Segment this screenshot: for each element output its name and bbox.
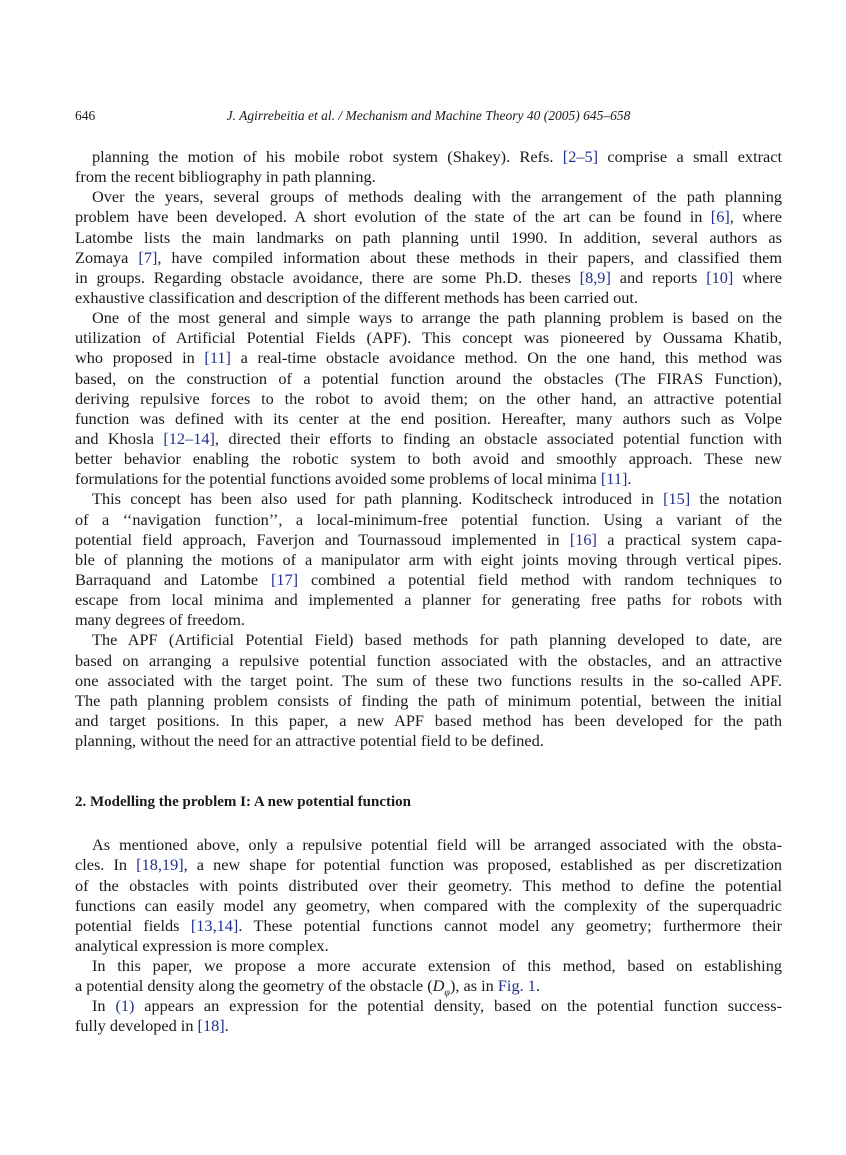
- math-subscript: φ: [444, 987, 450, 999]
- text-line: a potential density along the geometry of the obstacle $(D_\varphi)$, as in Fig. 1.: [75, 976, 540, 999]
- citation-link[interactable]: [8,9]: [579, 267, 611, 287]
- section-heading: 2. Modelling the problem I: A new potential function: [75, 794, 411, 811]
- text-line: from the recent bibliography in path planning.: [75, 167, 376, 187]
- math-symbol: D: [432, 976, 445, 996]
- text-line: planning the motion of his mobile robot system (Shakey). Refs. [2–5] comprise a small extract: [92, 147, 782, 166]
- text-line: The APF (Artificial Potential Field) based methods for path planning developed to date, are: [92, 630, 782, 650]
- paragraph: [75, 630, 782, 751]
- text-line: many degrees of freedom.: [75, 610, 245, 630]
- journal-citation: J. Agirrebeitia et al. / Mechanism and Machine Theory 40 (2005) 645–658: [226, 108, 631, 123]
- citation-link[interactable]: [10]: [706, 267, 734, 287]
- text-line: potential field approach, Faverjon and Tournassoud implemented in [16] a practical system capa-: [75, 529, 783, 549]
- paragraph: [75, 187, 782, 308]
- citation-link[interactable]: Fig. 1: [497, 976, 536, 996]
- text-line: exhaustive classification and description of the different methods has been carried out.: [75, 287, 639, 307]
- citation-link[interactable]: [13,14]: [190, 915, 239, 935]
- text-line: potential fields [13,14]. These potential functions cannot model any geometry; furthermore their: [75, 915, 783, 935]
- intro-paragraphs: [75, 147, 782, 751]
- paragraph: [75, 835, 782, 956]
- text-line: Zomaya [7], have compiled information about these methods in their papers, and classified them: [75, 247, 782, 267]
- text-line: problem have been developed. A short evolution of the state of the art can be found in [6], where: [75, 207, 782, 227]
- section-paragraphs: [75, 835, 782, 1036]
- text-line: who proposed in [11] a real-time obstacle avoidance method. On the one hand, this method was: [75, 348, 782, 368]
- text-line: Over the years, several groups of methods dealing with the arrangement of the path planning: [92, 187, 782, 207]
- paragraph: [75, 956, 782, 999]
- text-line: one associated with the target point. The sum of these two functions results in the so-called APF.: [75, 670, 782, 690]
- text-line: utilization of Artificial Potential Fields (APF). This concept was pioneered by Oussama Khatib,: [75, 328, 782, 348]
- text-line: One of the most general and simple ways to arrange the path planning problem is based on the: [92, 308, 782, 328]
- paragraph: [75, 489, 782, 630]
- text-line: Latombe lists the main landmarks on path planning until 1990. In addition, several authors as: [75, 227, 782, 247]
- citation-link[interactable]: [15]: [663, 489, 691, 509]
- text-line: and target positions. In this paper, a new APF based method has been developed for the path: [75, 710, 782, 730]
- citation-link[interactable]: [12–14]: [163, 428, 215, 448]
- citation-link[interactable]: [16]: [569, 529, 597, 549]
- text-line: based, on the construction of a potential function around the obstacles (The FIRAS Function),: [75, 368, 782, 388]
- citation-link[interactable]: [18]: [197, 1016, 225, 1036]
- citation-link[interactable]: [7]: [138, 247, 158, 267]
- page-number: 646: [75, 108, 96, 123]
- paragraph: [75, 308, 782, 489]
- citation-link[interactable]: [6]: [710, 207, 730, 227]
- text-line: analytical expression is more complex.: [75, 935, 329, 955]
- text-line: based on arranging a repulsive potential function associated with the obstacles, and an attractive: [75, 650, 782, 670]
- text-line: ble of planning the motions of a manipulator arm with eight joints moving through vertical pipes.: [75, 549, 782, 569]
- text-line: This concept has been also used for path planning. Koditscheck introduced in [15] the notation: [92, 489, 782, 509]
- citation-link[interactable]: [18,19]: [136, 855, 184, 875]
- text-line: In this paper, we propose a more accurate extension of this method, based on establishing: [92, 956, 782, 976]
- paragraph: [75, 996, 782, 1036]
- text-line: fully developed in [18].: [75, 1016, 229, 1036]
- text-line: cles. In [18,19], a new shape for potential function was proposed, established as per discretization: [75, 855, 782, 875]
- text-line: planning, without the need for an attractive potential field to be defined.: [75, 731, 544, 751]
- text-line: formulations for the potential functions avoided some problems of local minima [11].: [75, 469, 632, 489]
- paragraph: [75, 147, 782, 187]
- citation-link[interactable]: [17]: [270, 569, 299, 589]
- text-line: The path planning problem consists of finding the path of minimum potential, between the initial: [75, 690, 782, 710]
- citation-link[interactable]: [11]: [204, 348, 231, 368]
- text-line: As mentioned above, only a repulsive potential field will be arranged associated with the obsta-: [92, 835, 782, 855]
- citation-link[interactable]: (1): [115, 996, 135, 1016]
- text-line: deriving repulsive forces to the robot to avoid them; on the other hand, an attractive potential: [75, 388, 782, 408]
- text-line: function was defined with its center at the end position. Hereafter, many authors such as Volpe: [75, 408, 782, 428]
- text-line: functions can easily model any geometry, when compared with the complexity of the superquadric: [75, 895, 782, 915]
- text-line: escape from local minima and implemented a planner for generating free paths for robots with: [75, 590, 782, 610]
- article-body: [75, 147, 782, 1037]
- text-line: Barraquand and Latombe [17] combined a potential field method with random techniques to: [75, 569, 783, 589]
- text-line: of the obstacles with points distributed over their geometry. This method to define the potential: [75, 875, 782, 895]
- text-line: better behavior enabling the robotic system to both avoid and smoothly approach. These new: [75, 449, 782, 469]
- text-line: of a ‘‘navigation function’’, a local-minimum-free potential function. Using a variant of the: [75, 509, 782, 529]
- text-line: and Khosla [12–14], directed their efforts to finding an obstacle associated potential function with: [75, 428, 782, 448]
- text-line: in groups. Regarding obstacle avoidance, there are some Ph.D. theses [8,9] and reports [10] where: [75, 267, 782, 287]
- text-line: In (1) appears an expression for the potential density, based on the potential function success-: [92, 996, 782, 1016]
- citation-link[interactable]: [2–5]: [562, 147, 599, 166]
- citation-link[interactable]: [11]: [600, 469, 628, 489]
